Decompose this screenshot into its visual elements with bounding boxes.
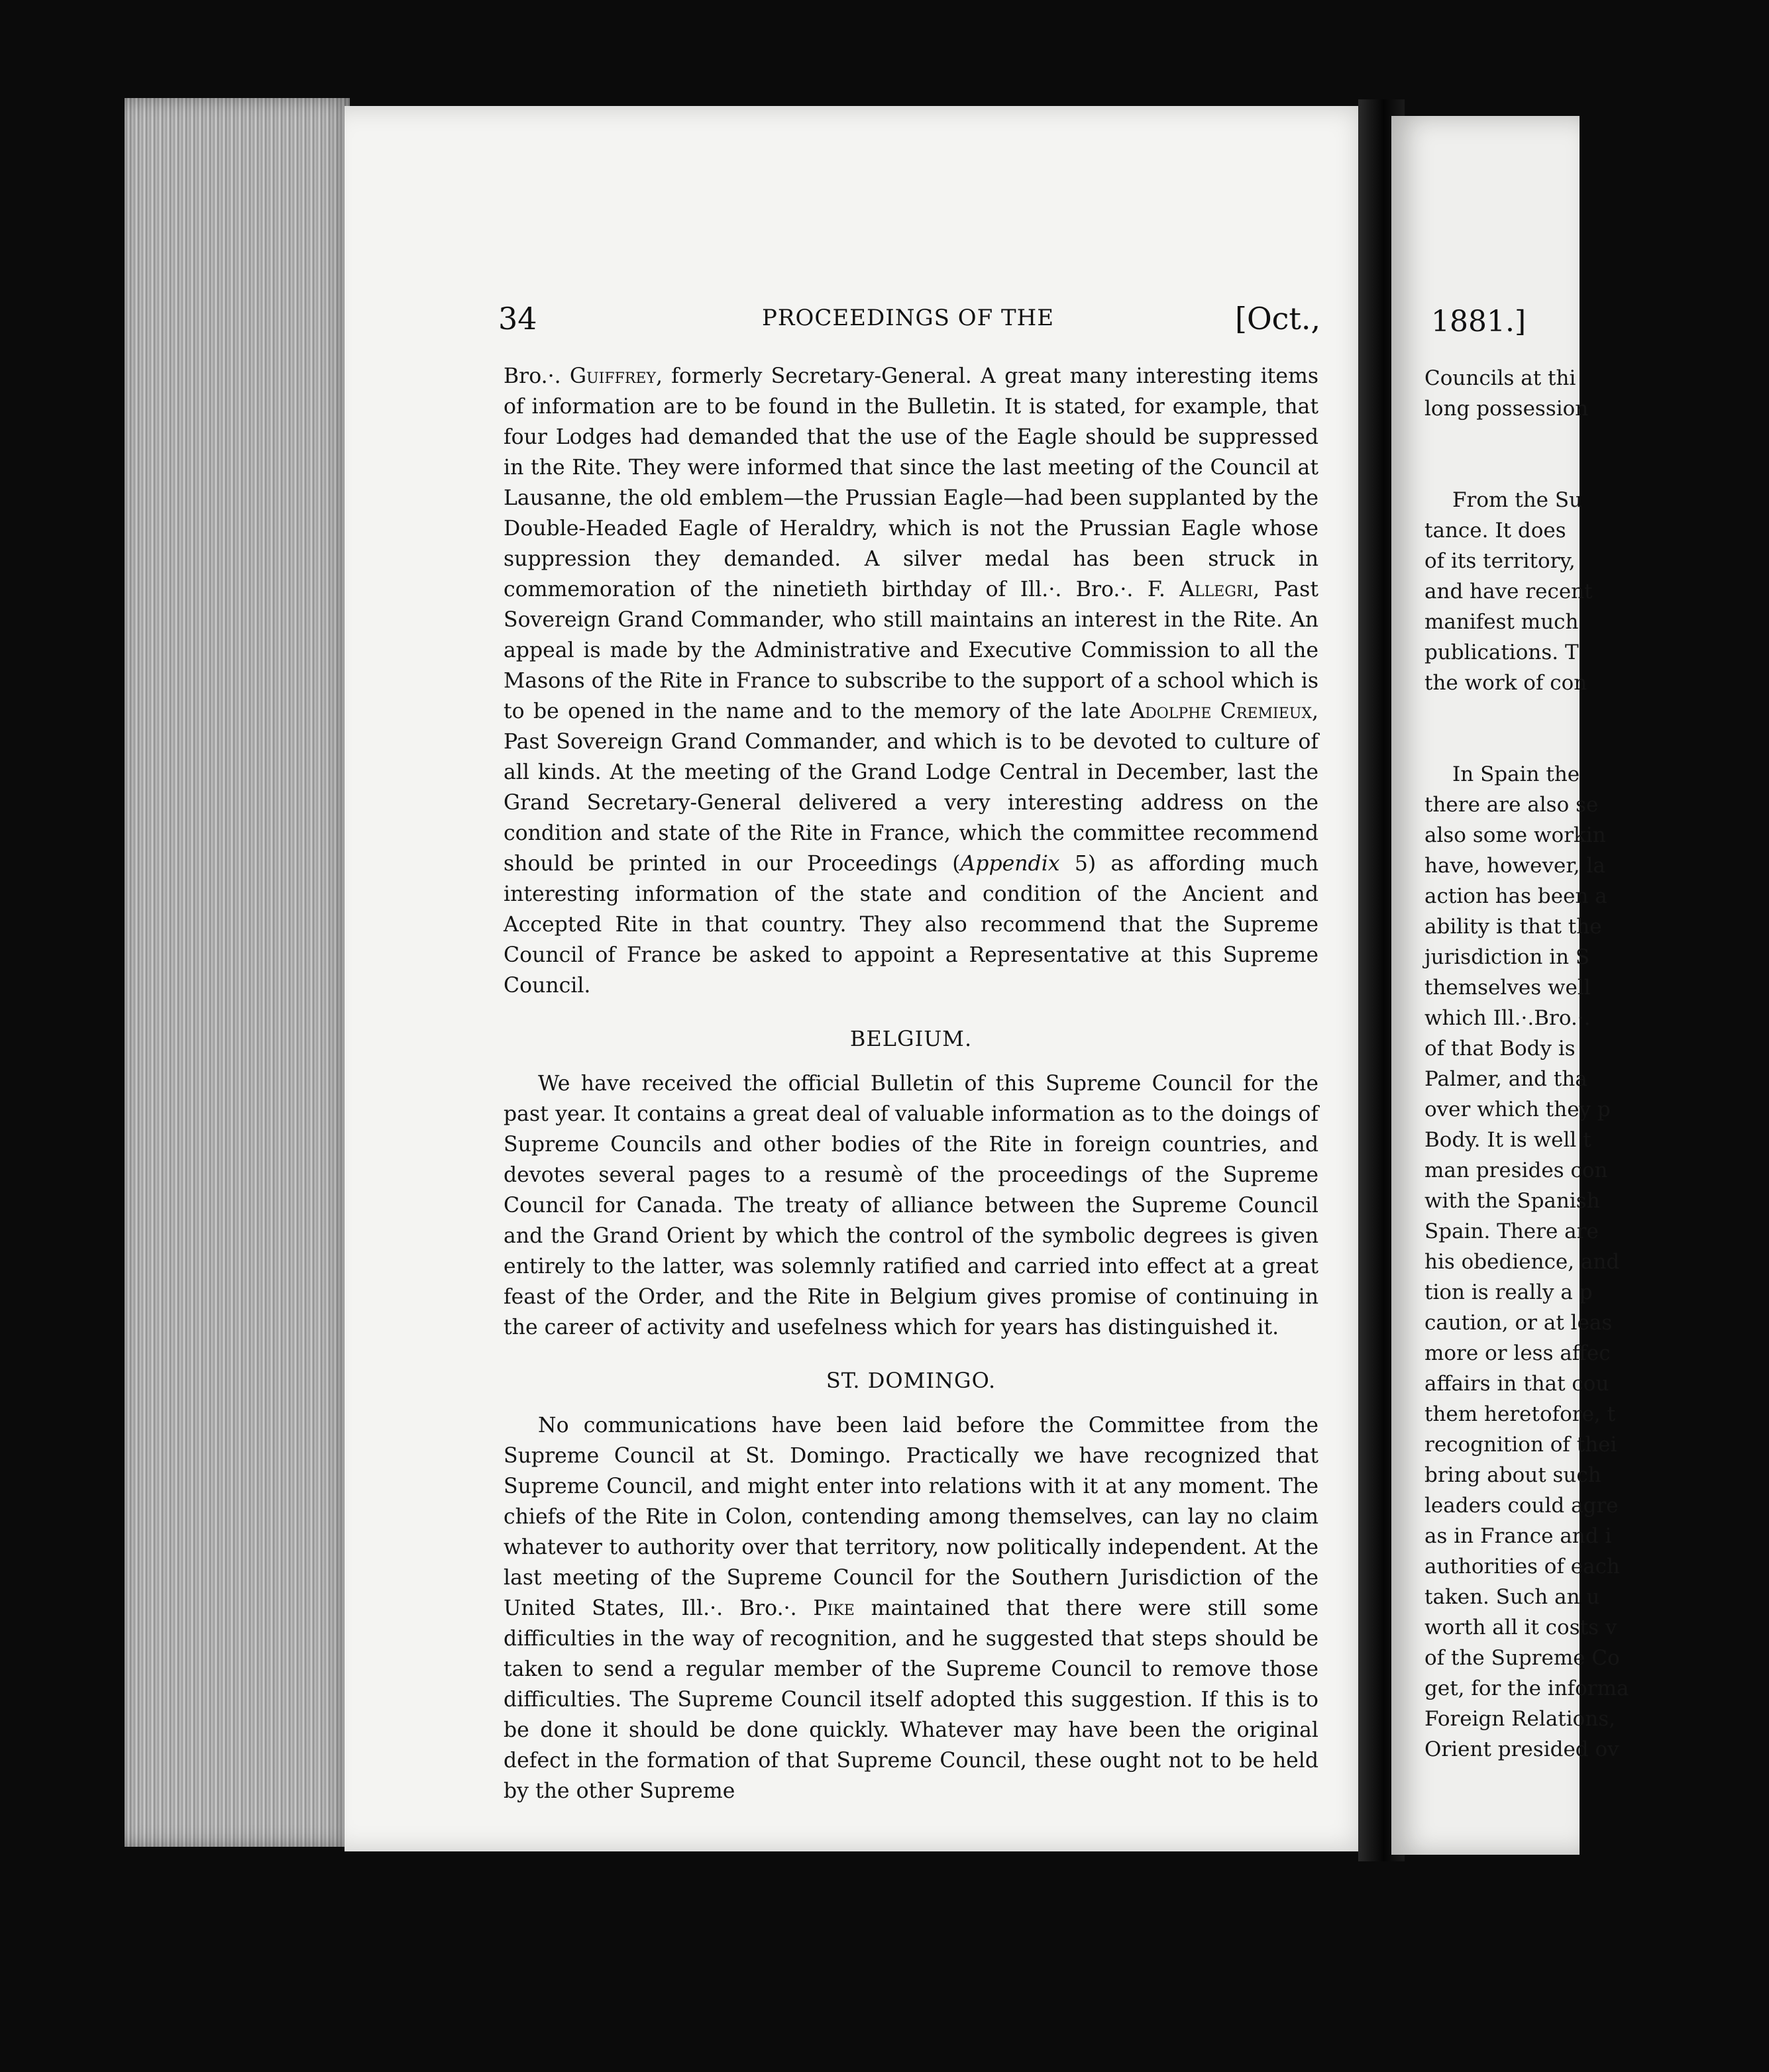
right-page-number: 1881.] (1431, 305, 1527, 338)
right-page-line: and have recent (1424, 580, 1593, 603)
heading-st-domingo: ST. DOMINGO. (826, 1368, 996, 1393)
right-page-line: Foreign Relations, (1424, 1707, 1616, 1731)
right-page-line: Orient presided ov (1424, 1737, 1619, 1761)
right-page-line: worth all it costs v (1424, 1616, 1617, 1639)
right-page-line: recognition of thei (1424, 1433, 1617, 1457)
name-cremieux: Adolphe Cremieux (1130, 699, 1312, 723)
right-page-line: caution, or at leas (1424, 1311, 1613, 1335)
page-edges (125, 98, 350, 1847)
right-page-line: Councils at thi (1424, 366, 1576, 390)
name-pike: Pike (813, 1596, 855, 1620)
right-page-line: over which they p (1424, 1098, 1611, 1121)
right-page-line: From the Su (1452, 488, 1583, 512)
right-page-line: of its territory, (1424, 549, 1576, 573)
right-page-line: of the Supreme Co (1424, 1646, 1620, 1670)
running-date: [Oct., (1235, 301, 1321, 337)
right-page-line: man presides con (1424, 1159, 1608, 1182)
paragraph-france-continued: Bro.·. Guiffrey, formerly Secretary-General. A great many interesting items of information are to be found in the Bulletin. It is stated, for example, that four Lodges had demanded that the use of the Eagle should be suppressed in the Rite. They were informed that since the last meeting of the Council at Lausanne, the old emblem—the Prussian Eagle—had been supplanted by the Double-Headed Eagle of Heraldry, which is not the Prussian Eagle whose suppression they demanded. A silver medal has been struck in commemoration of the ninetieth birthday of Ill.·. Bro.·. F. Allegri, Past Sovereign Grand Commander, who still maintains an interest in the Rite. An appeal is made by the Administrative and Executive Commission to all the Masons of the Rite in France to subscribe to the support of a school which is to be opened in the name and to the memory of the late Adolphe Cremieux, Past Sovereign Grand Commander, and which is to be devoted to culture of all kinds. At the meeting of the Grand Lodge Central in December, last the Grand Secretary-General delivered a very interesting address on the condition and state of the Rite in France, which the committee recommend should be printed in our Proceedings (Appendix 5) as affording much interesting information of the state and condition of the Ancient and Accepted Rite in that country. They also recommend that the Supreme Council of France be asked to appoint a Representative at this Supreme Council. (504, 364, 1318, 998)
right-page-line: as in France and i (1424, 1524, 1612, 1548)
right-page-line: long possession (1424, 397, 1589, 421)
right-page-line: his obedience, and (1424, 1250, 1620, 1274)
right-page-line: leaders could agre (1424, 1494, 1619, 1518)
right-page-text (1424, 363, 1769, 1765)
right-page-line: In Spain the (1452, 762, 1580, 786)
right-page-line: affairs in that cou (1424, 1372, 1609, 1396)
right-page-line: have, however, la (1424, 854, 1605, 878)
right-page-line: Body. It is well t (1424, 1128, 1591, 1152)
right-page-line: with the Spanish (1424, 1189, 1600, 1213)
right-page-line: publications. T (1424, 641, 1579, 664)
right-page-line: authorities of each (1424, 1555, 1620, 1579)
right-page-line: also some workin (1424, 823, 1606, 847)
paragraph-belgium: We have received the official Bulletin of this Supreme Council for the past year. It contains a great deal of valuable information as to the doings of Supreme Councils and other bodies of the Rite in foreign countries, and devotes several pages to a resumè of the proceedings of the Supreme Council for Canada. The treaty of alliance between the Supreme Council and the Grand Orient by which the control of the symbolic degrees is given entirely to the latter, was solemnly ratified and carried into effect at a great feast of the Order, and the Rite in Belgium gives promise of continuing in the career of activity and usefelness which for years has distinguished it. (504, 1072, 1318, 1339)
right-page-line: of that Body is (1424, 1037, 1576, 1061)
paragraph-st-domingo: No communications have been laid before the Committee from the Supreme Council at St. Domingo. Practically we have recognized that Supreme Council, and might enter into relations with it at any moment. The chiefs of the Rite in Colon, contending among themselves, can lay no claim whatever to authority over that territory, now politically independent. At the last meeting of the Supreme Council for the Southern Jurisdiction of the United States, Ill.·. Bro.·. Pike maintained that there were still some difficulties in the way of recognition, and he suggested that steps should be taken to send a regular member of the Supreme Council to remove those difficulties. The Supreme Council itself adopted this suggestion. If this is to be done it should be done quickly. Whatever may have been the original defect in the formation of that Supreme Council, these ought not to be held by the other Supreme (504, 1414, 1318, 1803)
name-guiffrey: Guiffrey (569, 364, 656, 388)
right-page-line: which Ill.·.Bro.·. (1424, 1006, 1591, 1030)
right-page-line (1424, 424, 1769, 485)
right-page-line: taken. Such an u (1424, 1585, 1600, 1609)
page-number: 34 (498, 301, 537, 337)
right-page-line: bring about such (1424, 1463, 1601, 1487)
right-page-line: Spain. There are (1424, 1219, 1599, 1243)
appendix-reference: Appendix (960, 852, 1060, 876)
right-page-line: manifest much (1424, 610, 1579, 634)
running-head: PROCEEDINGS OF THE (762, 305, 1055, 331)
left-page-text (504, 361, 1318, 1806)
right-page-line: tion is really a p (1424, 1280, 1593, 1304)
right-page-line: more or less affec (1424, 1341, 1611, 1365)
right-page-line: tance. It does (1424, 519, 1566, 543)
right-page-line (1424, 698, 1769, 759)
right-page-line: themselves well (1424, 976, 1591, 1000)
right-page-line: jurisdiction in S (1424, 945, 1590, 969)
right-page-line: ability is that the (1424, 915, 1602, 939)
right-page-line: Palmer, and tha (1424, 1067, 1587, 1091)
right-page-line: the work of con (1424, 671, 1587, 695)
right-page-line: them heretofore, t (1424, 1402, 1616, 1426)
name-allegri: Allegri (1179, 578, 1254, 601)
heading-belgium: BELGIUM. (849, 1026, 973, 1051)
right-page-line: get, for the informa (1424, 1677, 1629, 1700)
right-page-line: action has been a (1424, 884, 1607, 908)
right-page-line: there are also se (1424, 793, 1599, 817)
